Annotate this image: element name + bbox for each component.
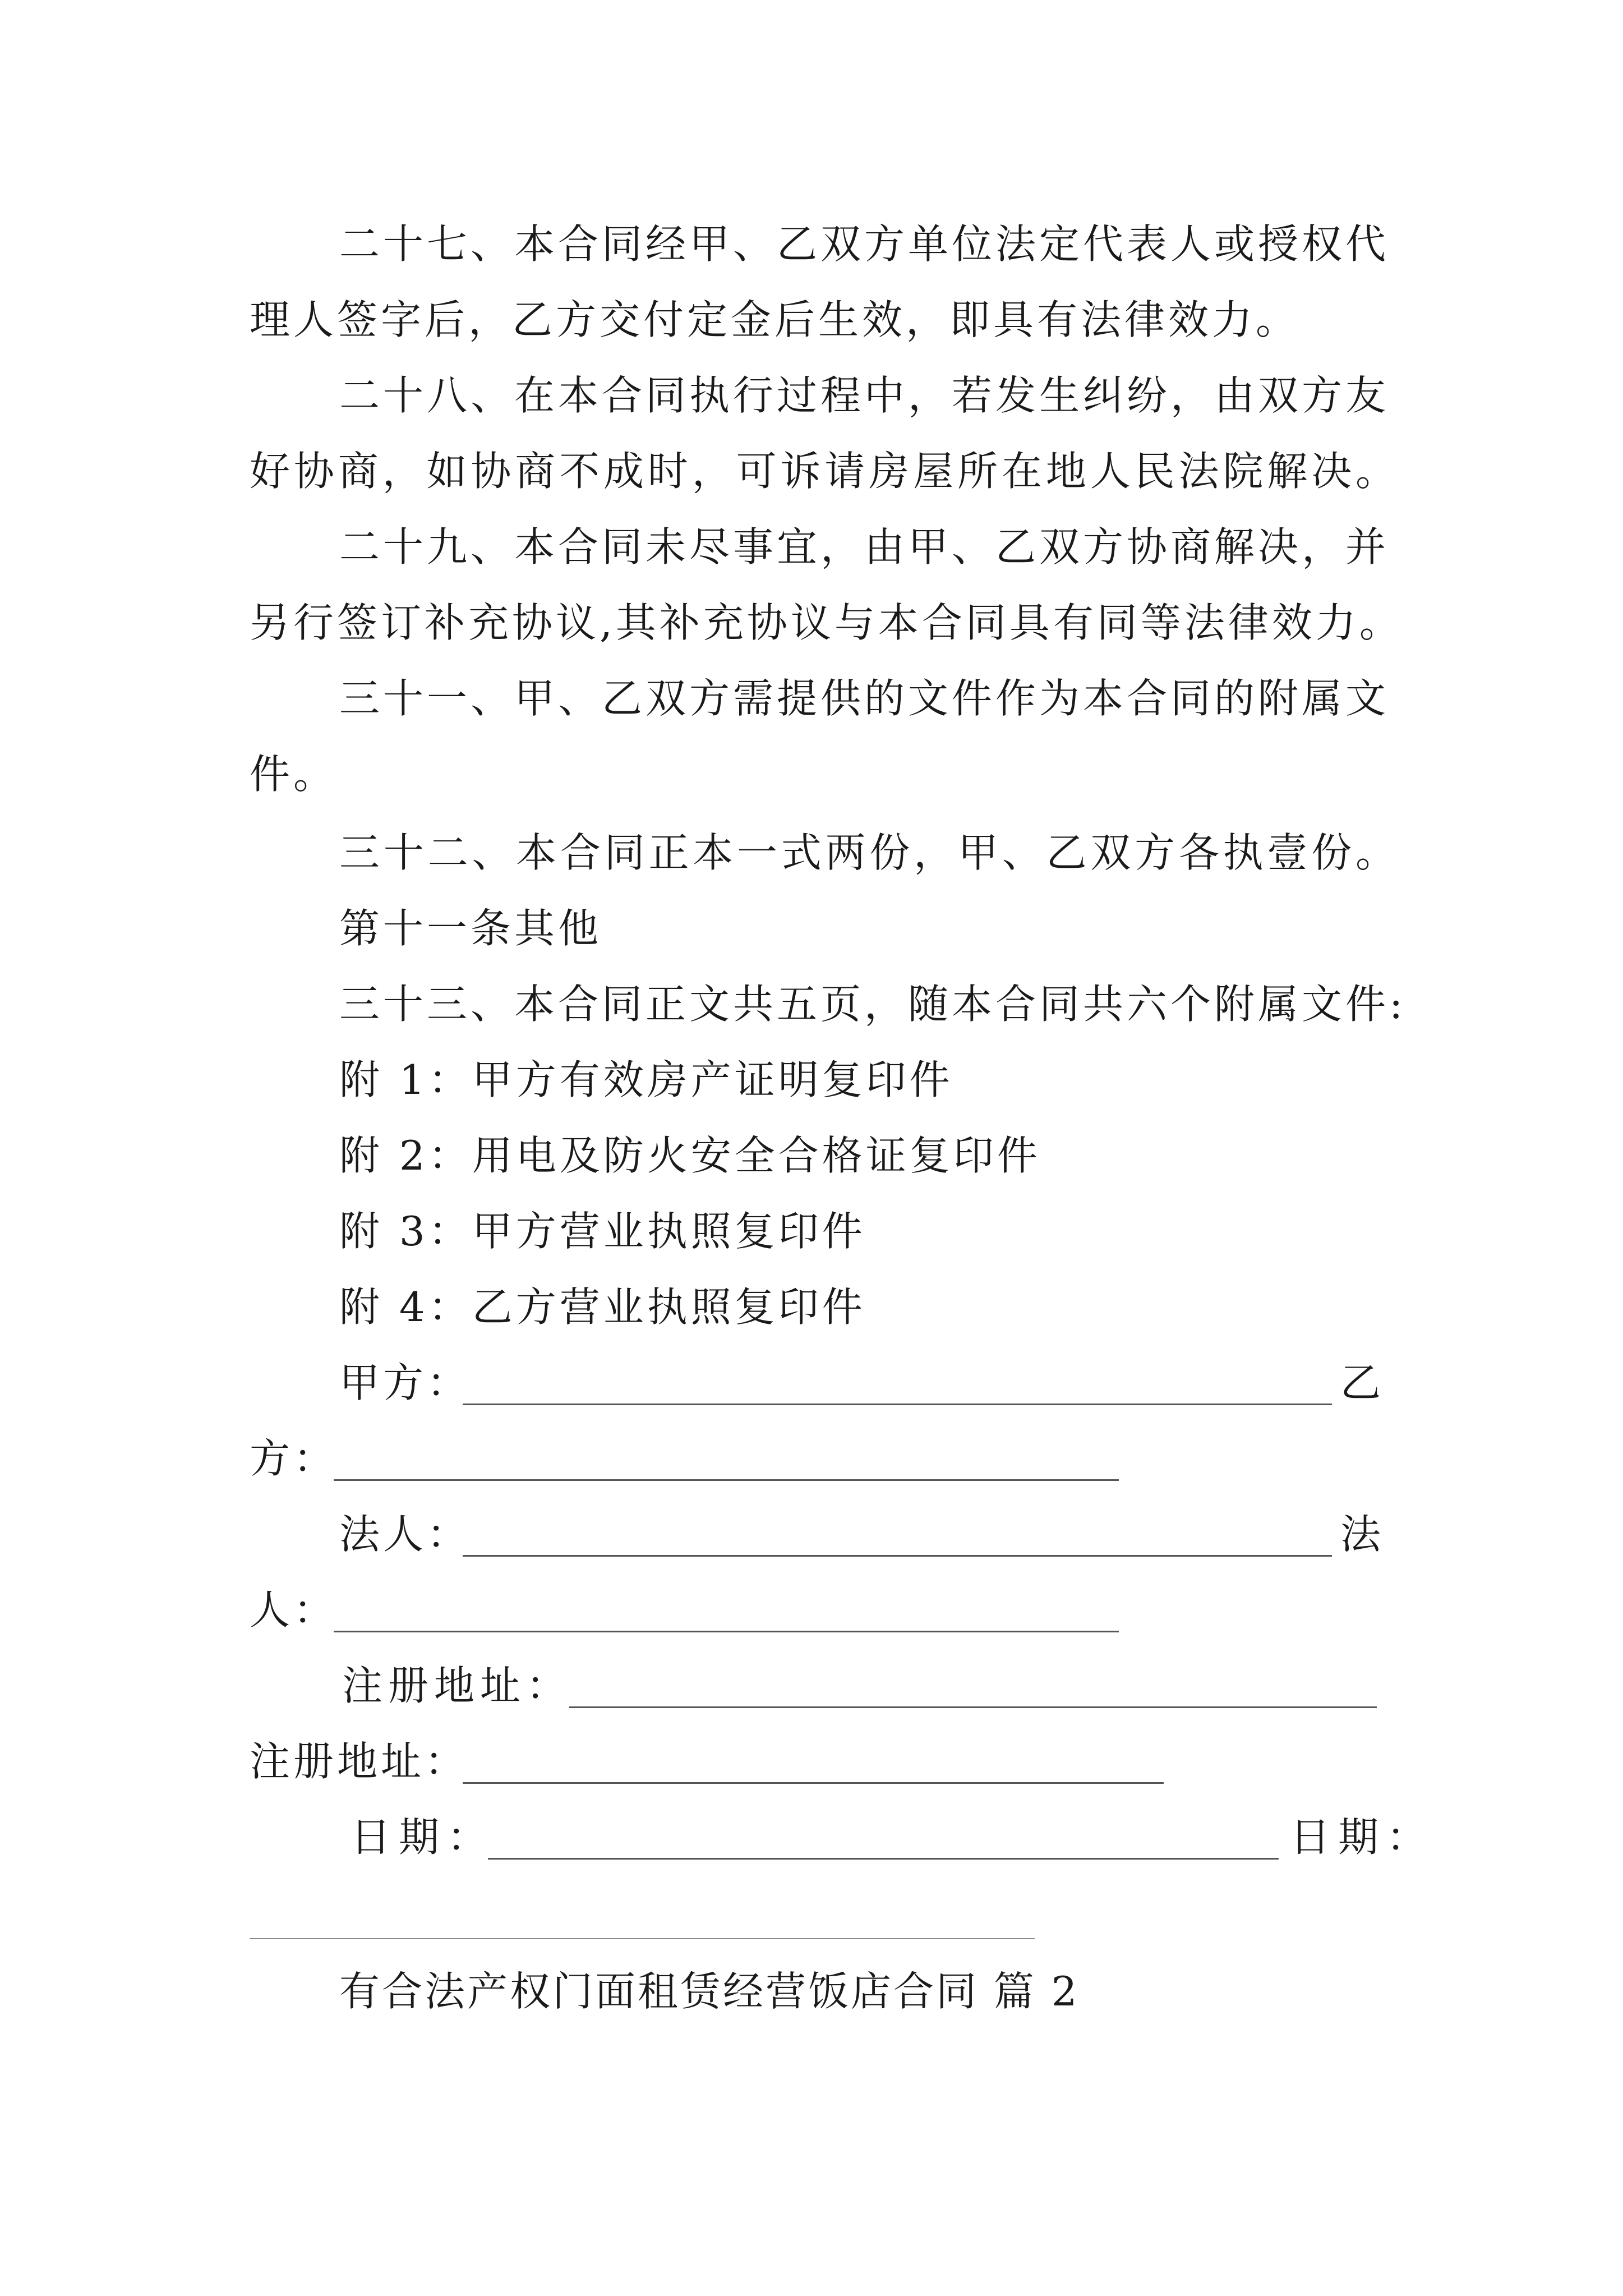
legal-b-blank xyxy=(334,1631,1119,1632)
article-29-line-2: 另行签订补充协议,其补充协议与本合同具有同等法律效力。 xyxy=(250,599,1403,646)
party-a-blank xyxy=(463,1404,1332,1405)
article-31-line-2: 件。 xyxy=(250,751,338,798)
legal-a-label: 法人： xyxy=(339,1511,471,1558)
date-b-label: 日期： xyxy=(1290,1814,1435,1861)
address-a-label: 注册地址： xyxy=(342,1662,573,1709)
article-33: 三十三、本合同正文共五页，随本合同共六个附属文件: xyxy=(339,981,1407,1028)
address-b-blank xyxy=(463,1782,1164,1784)
article-28-line-2: 好协商，如协商不成时，可诉请房屋所在地人民法院解决。 xyxy=(250,448,1399,495)
date-a-blank xyxy=(488,1858,1279,1860)
legal-a-blank xyxy=(463,1555,1332,1557)
address-b-label: 注册地址： xyxy=(250,1738,469,1785)
party-b-label-part1: 乙 xyxy=(1340,1359,1385,1406)
date-a-label: 日期： xyxy=(351,1814,496,1861)
article-28-line-1: 二十八、在本合同执行过程中，若发生纠纷，由双方友 xyxy=(339,372,1390,419)
legal-b-label-part2: 人： xyxy=(250,1586,338,1634)
attachment-3: 附 3：甲方营业执照复印件 xyxy=(339,1208,866,1255)
article-29-line-1: 二十九、本合同未尽事宜，由甲、乙双方协商解决，并 xyxy=(339,523,1390,570)
clause-11-heading: 第十一条其他 xyxy=(339,905,602,952)
attachment-2: 附 2：用电及防火安全合格证复印件 xyxy=(339,1132,1041,1179)
article-32: 三十二、本合同正本一式两份，甲、乙双方各执壹份。 xyxy=(339,829,1399,876)
attachment-4: 附 4：乙方营业执照复印件 xyxy=(339,1283,866,1331)
date-b-blank xyxy=(250,1938,1035,1939)
legal-b-label-part1: 法 xyxy=(1340,1511,1385,1558)
article-31-line-1: 三十一、甲、乙双方需提供的文件作为本合同的附属文 xyxy=(339,675,1390,722)
article-27-line-2: 理人签字后，乙方交付定金后生效，即具有法律效力。 xyxy=(250,296,1300,343)
next-section-title: 有合法产权门面租赁经营饭店合同 篇 2 xyxy=(339,1968,1080,2015)
party-a-label: 甲方： xyxy=(339,1359,471,1406)
party-b-label-part2: 方： xyxy=(250,1435,338,1482)
attachment-1: 附 1：甲方有效房产证明复印件 xyxy=(339,1056,953,1103)
article-27-line-1: 二十七、本合同经甲、乙双方单位法定代表人或授权代 xyxy=(339,220,1390,268)
address-a-blank xyxy=(569,1706,1377,1708)
party-b-blank xyxy=(334,1479,1119,1481)
